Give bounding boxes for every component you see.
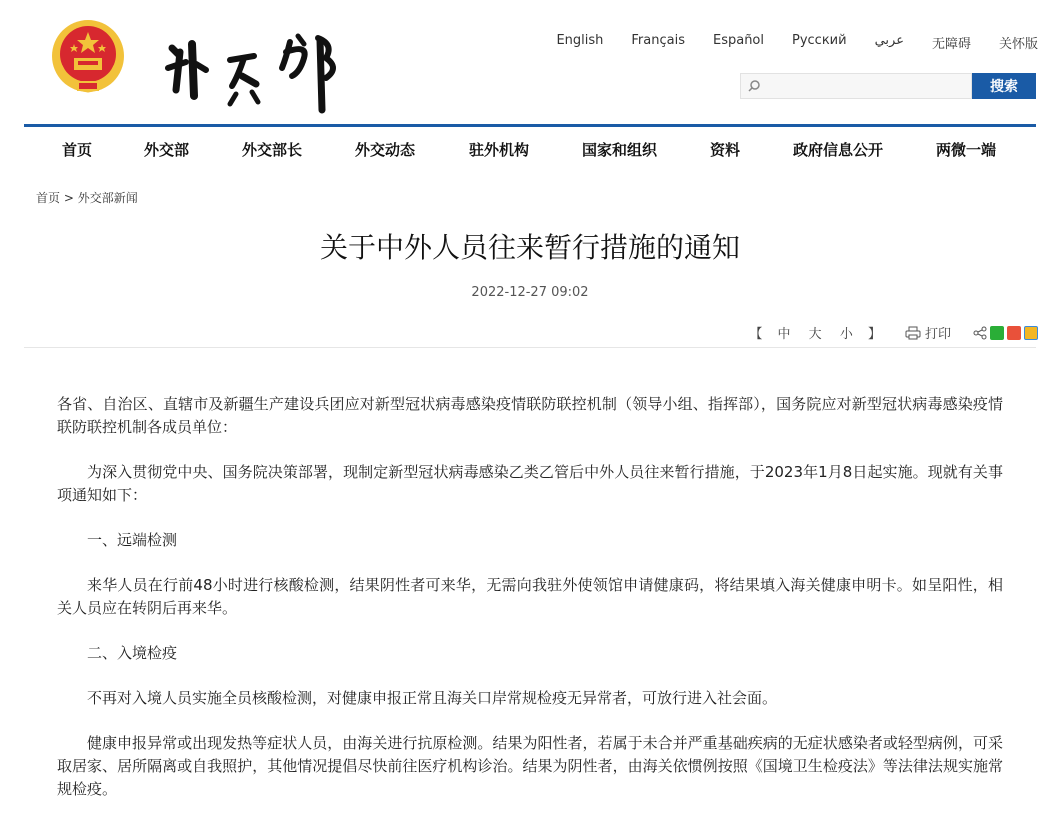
section-heading: 二、入境检疫 — [87, 644, 178, 662]
size-bracket-close: 】 — [867, 327, 881, 342]
search-bar — [740, 73, 1036, 99]
nav-item-minister[interactable]: 外交部长 — [242, 141, 303, 159]
print-label: 打印 — [924, 327, 951, 342]
share-icon[interactable] — [973, 326, 987, 340]
nav-item-missions[interactable]: 驻外机构 — [469, 141, 530, 159]
accessibility-link[interactable]: 无障碍 — [931, 37, 971, 52]
qzone-icon[interactable] — [1024, 326, 1038, 340]
article-paragraph-addressee: 各省、自治区、直辖市及新疆生产建设兵团应对新型冠状病毒感染疫情联防联控机制（领导小组、指挥部），国务院应对新型冠状病毒感染疫情联防联控机制各成员单位： — [57, 395, 1003, 436]
article-paragraph: 健康申报异常或出现发热等症状人员，由海关进行抗原检测。结果为阳性者，若属于未合并严重基础疾病的无症状感染者或轻型病例，可采取居家、居所隔离或自我照护，其他情况提倡尽快前往医疗机构诊治。结果为阴性者，由海关依惯例按照《国境卫生检疫法》等法律法规实施常规检疫。 — [57, 734, 1003, 798]
article-paragraph: 为深入贯彻党中央、国务院决策部署，现制定新型冠状病毒感染乙类乙管后中外人员往来暂行措施，于2023年1月8日起实施。现就有关事项通知如下： — [57, 463, 1003, 504]
lang-english[interactable]: English — [556, 33, 604, 48]
nav-item-resources[interactable]: 资料 — [710, 141, 741, 159]
nav-item-countries[interactable]: 国家和组织 — [582, 141, 658, 159]
lang-arabic[interactable]: عربي — [874, 33, 904, 48]
article-date: 2022-12-27 09:02 — [471, 285, 589, 300]
breadcrumb-separator: > — [63, 191, 74, 205]
nav-divider — [24, 124, 1036, 127]
nav-item-gov-info[interactable]: 政府信息公开 — [793, 141, 884, 159]
size-bracket-open: 【 — [749, 327, 763, 342]
article-paragraph: 来华人员在行前48小时进行核酸检测，结果阴性者可来华，无需向我驻外使领馆申请健康码，将结果填入海关健康申明卡。如呈阳性，相关人员应在转阴后再来华。 — [57, 576, 1003, 617]
weibo-icon[interactable] — [1007, 326, 1021, 340]
nav-item-ministry[interactable]: 外交部 — [144, 141, 190, 159]
national-emblem-icon[interactable] — [50, 18, 126, 96]
search-button[interactable]: 搜索 — [972, 73, 1036, 99]
font-size-medium[interactable]: 中 — [777, 327, 791, 342]
share-bar — [973, 326, 1038, 340]
lang-spanish[interactable]: Español — [712, 33, 764, 48]
article-title: 关于中外人员往来暂行措施的通知 — [319, 231, 740, 264]
lang-russian[interactable]: Русский — [792, 33, 847, 48]
printer-icon — [905, 326, 921, 340]
nav-item-social[interactable]: 两微一端 — [936, 141, 997, 159]
breadcrumb-home[interactable]: 首页 — [36, 191, 61, 205]
wechat-icon[interactable] — [990, 326, 1004, 340]
lang-french[interactable]: Français — [631, 33, 685, 48]
breadcrumb — [36, 189, 138, 206]
language-bar — [556, 33, 1038, 52]
breadcrumb-current[interactable]: 外交部新闻 — [77, 191, 138, 205]
nav-item-home[interactable]: 首页 — [62, 141, 93, 159]
search-input[interactable] — [741, 74, 971, 98]
font-size-control — [745, 323, 885, 342]
main-nav — [24, 128, 1036, 168]
search-box — [740, 73, 972, 99]
content-divider — [24, 347, 1036, 348]
ministry-calligraphy-logo[interactable] — [158, 18, 358, 118]
article-paragraph: 不再对入境人员实施全员核酸检测，对健康申报正常且海关口岸常规检疫无异常者，可放行进入社会面。 — [87, 689, 778, 707]
article-body — [57, 393, 1003, 823]
nav-item-diplomatic-news[interactable]: 外交动态 — [355, 141, 416, 159]
search-icon — [746, 78, 762, 94]
section-heading: 一、远端检测 — [87, 531, 178, 549]
font-size-small[interactable]: 小 — [839, 327, 853, 342]
care-version-link[interactable]: 关怀版 — [998, 37, 1038, 52]
print-button[interactable] — [905, 323, 951, 342]
font-size-large[interactable]: 大 — [808, 327, 822, 342]
article-tools — [745, 323, 1038, 342]
